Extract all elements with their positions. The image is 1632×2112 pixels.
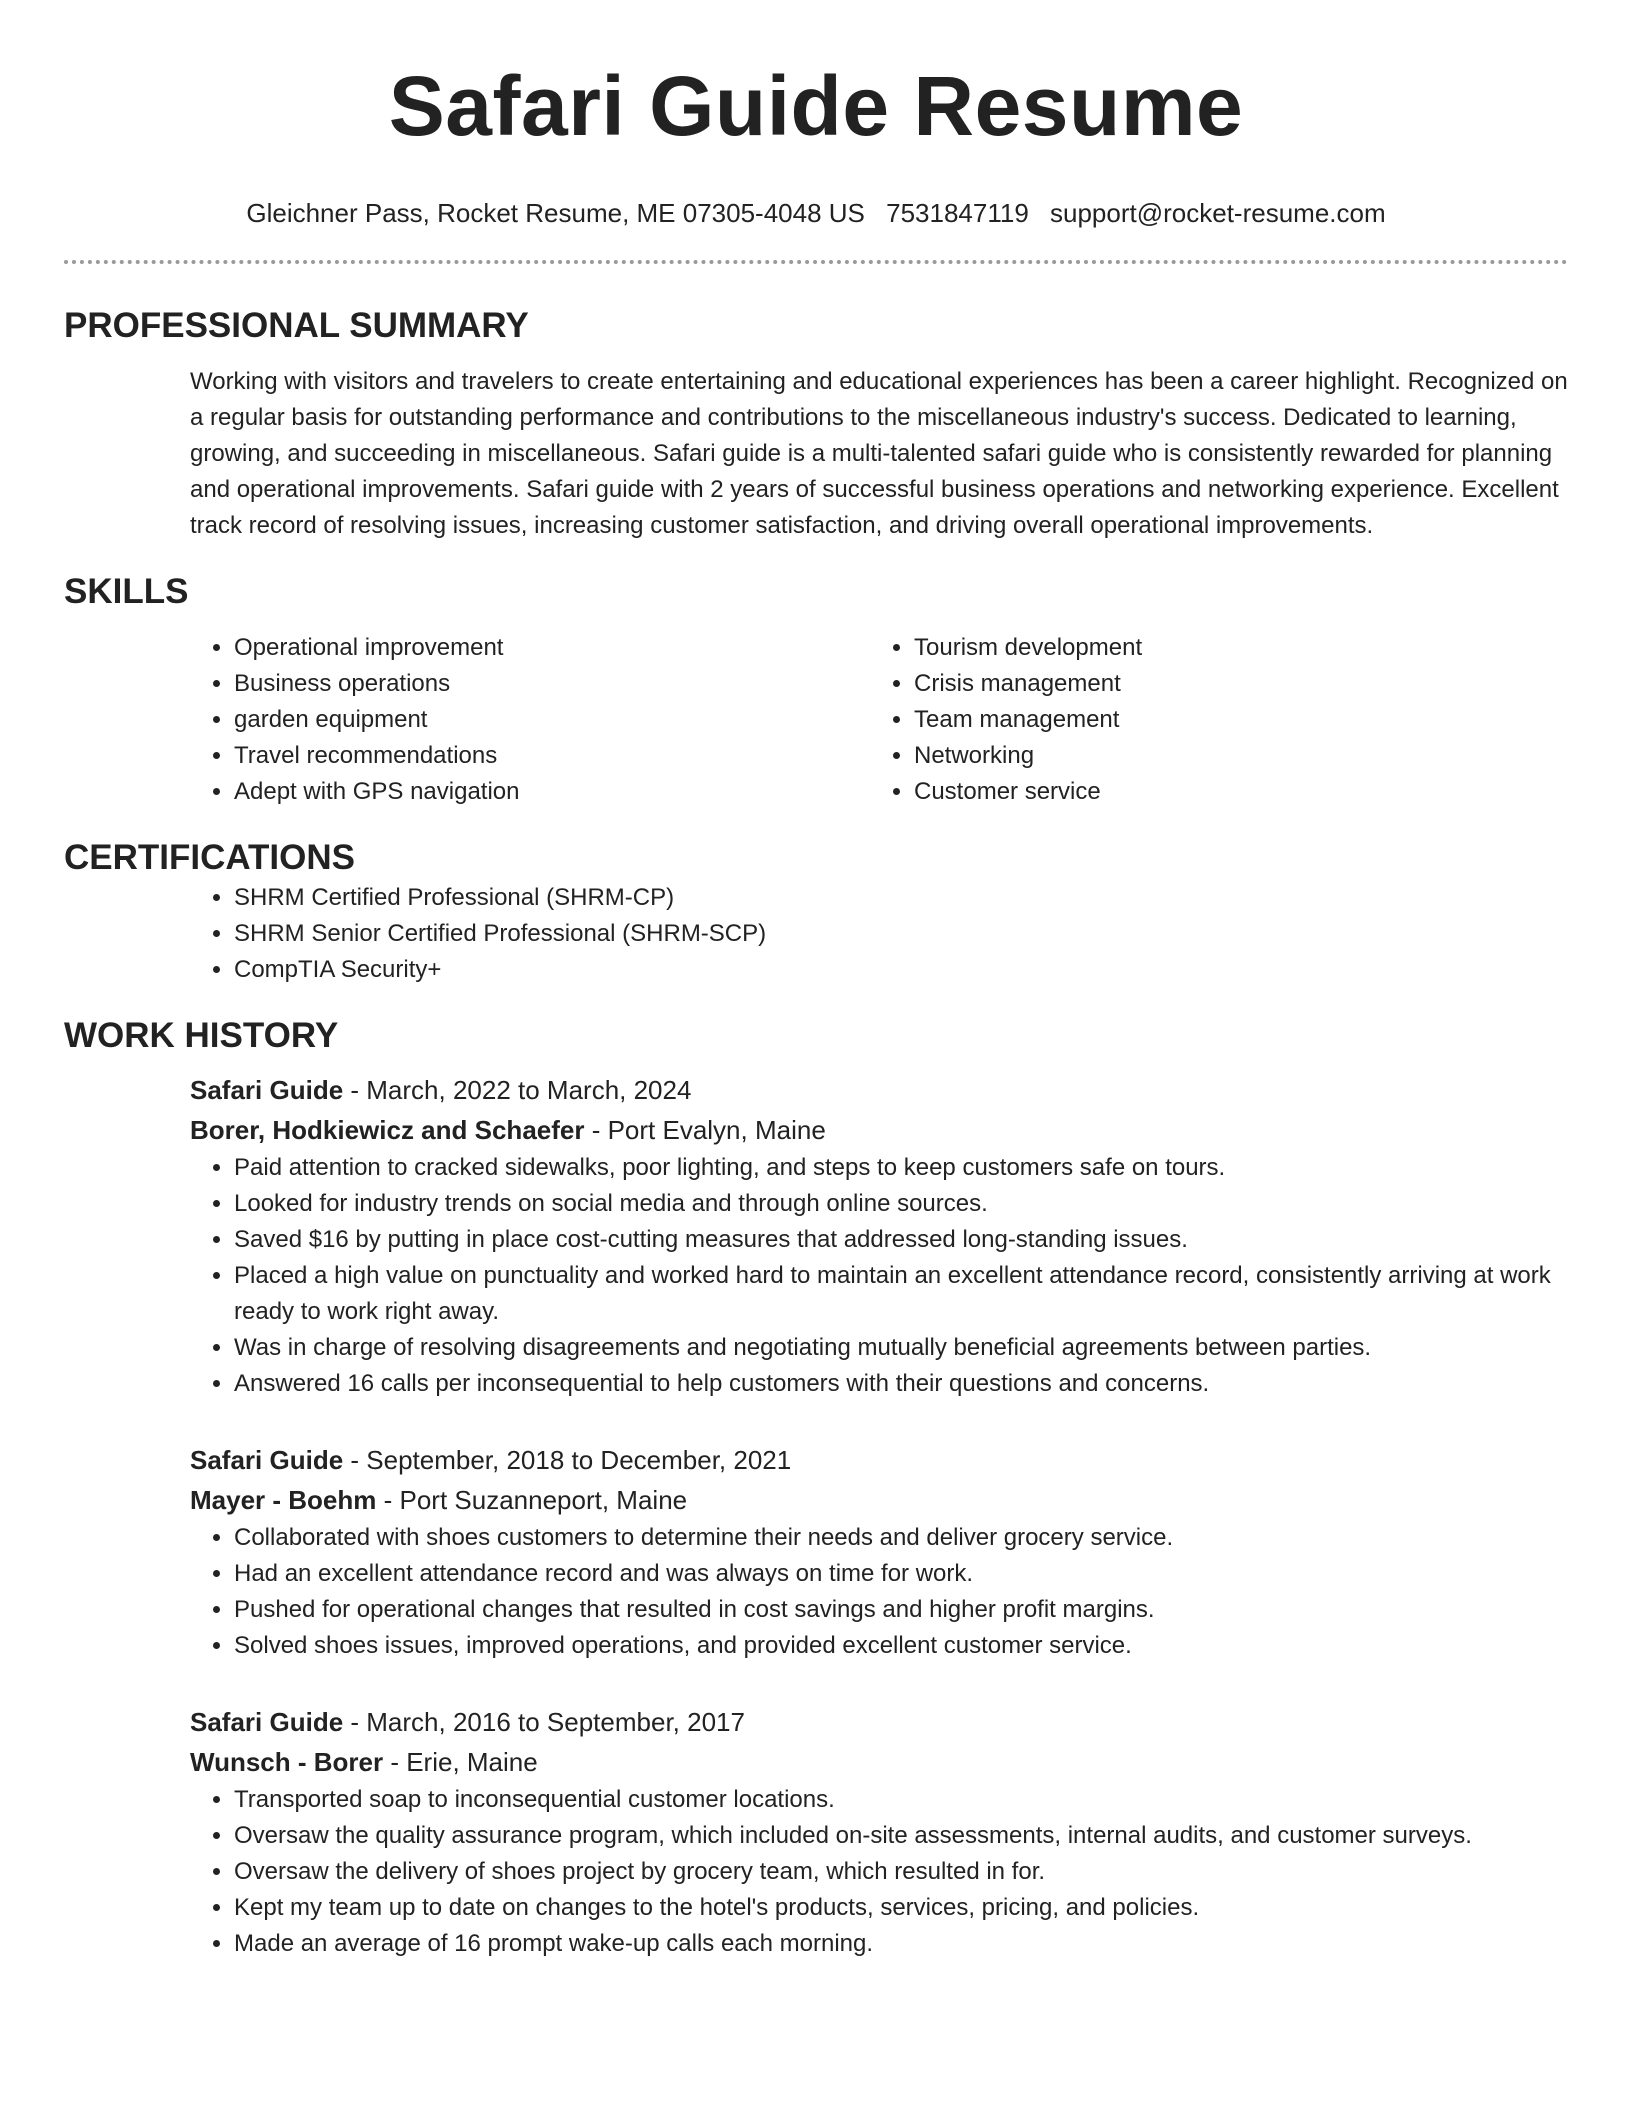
job-dates: - March, 2022 to March, 2024 [343, 1075, 692, 1105]
job-bullet: • Was in charge of resolving disagreements and negotiating mutually beneficial agreements between parties. [234, 1330, 1568, 1366]
job-bullet: • Paid attention to cracked sidewalks, poor lighting, and steps to keep customers safe on tours. [234, 1150, 1568, 1186]
summary-heading: PROFESSIONAL SUMMARY [64, 306, 529, 345]
certifications-list [190, 880, 1568, 988]
job-company-line [190, 1742, 1568, 1782]
job-bullet: • Had an excellent attendance record and was always on time for work. [234, 1556, 1568, 1592]
job-bullet: • Saved $16 by putting in place cost-cutting measures that addressed long-standing issues. [234, 1222, 1568, 1258]
certification-item: • SHRM Certified Professional (SHRM-CP) [234, 880, 1568, 916]
job-title: Safari Guide [190, 1445, 344, 1475]
job-bullet: • Solved shoes issues, improved operations, and provided excellent customer service. [234, 1628, 1568, 1664]
job-bullets [190, 1150, 1568, 1402]
job-bullet: • Answered 16 calls per inconsequential to help customers with their questions and concerns. [234, 1366, 1568, 1402]
certification-item: • CompTIA Security+ [234, 952, 1568, 988]
job-bullet: • Transported soap to inconsequential customer locations. [234, 1782, 1568, 1818]
job-bullet: • Pushed for operational changes that resulted in cost savings and higher profit margins. [234, 1592, 1568, 1628]
job-bullet: • Oversaw the quality assurance program, which included on-site assessments, internal audits, and customer surveys. [234, 1818, 1568, 1854]
job-company-line [190, 1110, 1568, 1150]
job-bullet: • Collaborated with shoes customers to determine their needs and deliver grocery service. [234, 1520, 1568, 1556]
job-company: Mayer - Boehm [190, 1485, 377, 1515]
contact-email: support@rocket-resume.com [1050, 198, 1386, 228]
job-dates: - September, 2018 to December, 2021 [343, 1445, 792, 1475]
resume-title: Safari Guide Resume [388, 59, 1244, 153]
skills-grid [190, 630, 1568, 810]
job-dates: - March, 2016 to September, 2017 [343, 1707, 745, 1737]
job-location: - Port Evalyn, Maine [584, 1115, 826, 1145]
job-entry [190, 1440, 1568, 1664]
skill-item: • Adept with GPS navigation [234, 774, 870, 810]
skill-item: • garden equipment [234, 702, 870, 738]
job-bullets [190, 1520, 1568, 1664]
job-title-line [190, 1070, 1568, 1110]
header-divider [64, 260, 1568, 264]
contact-phone: 7531847119 [886, 198, 1029, 228]
skills-heading: SKILLS [64, 572, 189, 611]
job-title: Safari Guide [190, 1707, 344, 1737]
job-bullets [190, 1782, 1568, 1962]
skill-item: • Customer service [914, 774, 1550, 810]
summary-text: Working with visitors and travelers to create entertaining and educational experiences has been a career highlight. Recognized on a regular basis for outstanding performance and contributions to the miscellaneous industry's success. Dedicated to learning, growing, and succeeding in miscellaneous. Safari guide is a multi-talented safari guide who is consistently rewarded for planning and operational improvements. Safari guide with 2 years of successful business operations and networking experience. Excellent track record of resolving issues, increasing customer satisfaction, and driving overall operational improvements. [190, 368, 1568, 539]
contact-address: Gleichner Pass, Rocket Resume, ME 07305-4048 US [246, 198, 865, 228]
skill-item: • Travel recommendations [234, 738, 870, 774]
skill-item: • Business operations [234, 666, 870, 702]
work-history-heading: WORK HISTORY [64, 1016, 339, 1055]
job-entry [190, 1702, 1568, 1962]
job-title: Safari Guide [190, 1075, 344, 1105]
job-bullet: • Oversaw the delivery of shoes project by grocery team, which resulted in for. [234, 1854, 1568, 1890]
skill-item: • Networking [914, 738, 1550, 774]
job-bullet: • Looked for industry trends on social media and through online sources. [234, 1186, 1568, 1222]
certifications-heading: CERTIFICATIONS [64, 838, 356, 877]
work-history-section [64, 1014, 1568, 1962]
job-company: Wunsch - Borer [190, 1747, 384, 1777]
skill-item: • Tourism development [914, 630, 1550, 666]
contact-line [64, 196, 1568, 230]
skills-section [64, 570, 1568, 810]
job-title-line [190, 1702, 1568, 1742]
skill-item: • Operational improvement [234, 630, 870, 666]
job-location: - Port Suzanneport, Maine [376, 1485, 688, 1515]
job-title-line [190, 1440, 1568, 1480]
summary-section [64, 304, 1568, 544]
certification-item: • SHRM Senior Certified Professional (SHRM-SCP) [234, 916, 1568, 952]
job-bullet: • Made an average of 16 prompt wake-up calls each morning. [234, 1926, 1568, 1962]
certifications-section [64, 836, 1568, 988]
job-bullet: • Placed a high value on punctuality and worked hard to maintain an excellent attendance record, consistently arriving at work ready to work right away. [234, 1258, 1568, 1330]
job-entry [190, 1070, 1568, 1402]
skill-item: • Team management [914, 702, 1550, 738]
job-company: Borer, Hodkiewicz and Schaefer [190, 1115, 585, 1145]
job-bullet: • Kept my team up to date on changes to the hotel's products, services, pricing, and policies. [234, 1890, 1568, 1926]
skills-column-left [190, 630, 870, 810]
skills-column-right [870, 630, 1550, 810]
job-company-line [190, 1480, 1568, 1520]
job-location: - Erie, Maine [383, 1747, 538, 1777]
skill-item: • Crisis management [914, 666, 1550, 702]
